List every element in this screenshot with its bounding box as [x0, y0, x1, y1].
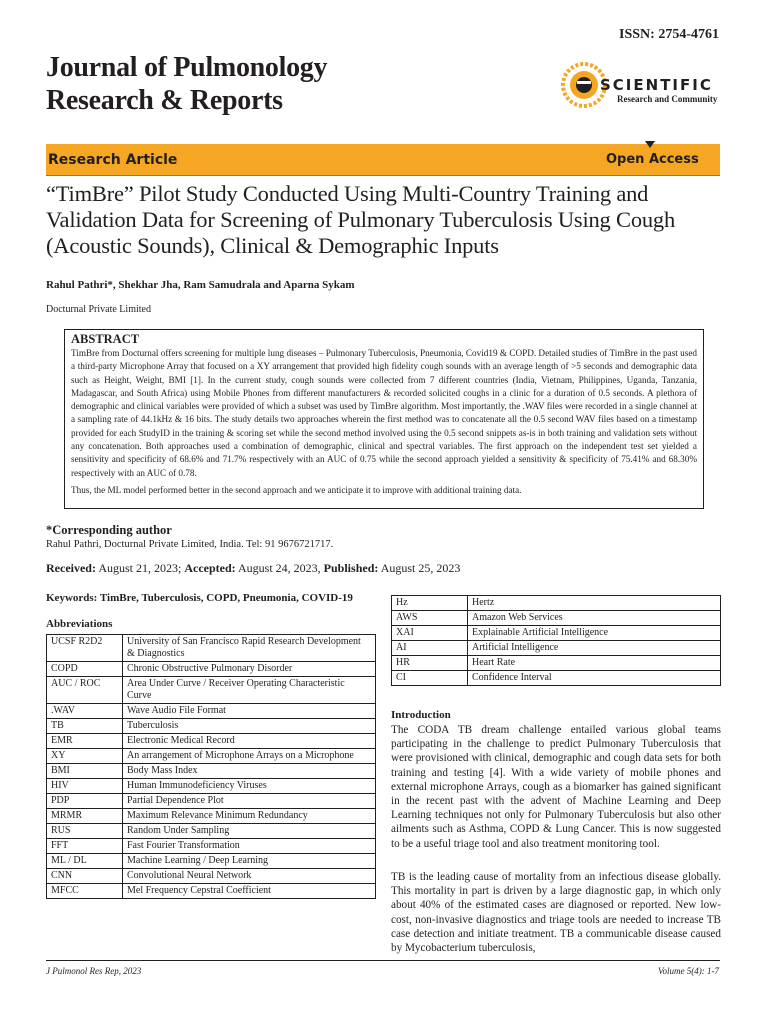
- introduction-heading: Introduction: [391, 709, 451, 721]
- abbreviation-row: [47, 662, 376, 677]
- abbreviation-definition: Maximum Relevance Minimum Redundancy: [123, 809, 376, 824]
- abbreviation-row: [47, 734, 376, 749]
- abbreviation-row: [47, 719, 376, 734]
- publisher-logo-subtitle: Research and Community: [617, 94, 718, 104]
- abbreviation-definition: Machine Learning / Deep Learning: [123, 854, 376, 869]
- abbreviation-term: RUS: [47, 824, 123, 839]
- footer-citation: J Pulmonol Res Rep, 2023: [46, 966, 142, 976]
- abbreviation-term: ML / DL: [47, 854, 123, 869]
- abbreviation-row: [47, 884, 376, 899]
- abbreviation-row: [47, 809, 376, 824]
- abbreviation-definition: Human Immunodeficiency Viruses: [123, 779, 376, 794]
- abbreviation-row: [47, 869, 376, 884]
- issn-number: ISSN: 2754-4761: [619, 27, 719, 42]
- abbreviation-definition: Heart Rate: [468, 656, 721, 671]
- abbreviation-row: [47, 779, 376, 794]
- abbreviation-term: EMR: [47, 734, 123, 749]
- corresponding-author-details: Rahul Pathri, Docturnal Private Limited, India. Tel: 91 9676721717.: [46, 539, 334, 550]
- abbreviation-definition: Random Under Sampling: [123, 824, 376, 839]
- journal-title: [46, 51, 327, 117]
- abbreviation-term: CNN: [47, 869, 123, 884]
- footer-volume: Volume 5(4): 1-7: [658, 966, 719, 976]
- abbreviation-definition: Explainable Artificial Intelligence: [468, 626, 721, 641]
- published-label: Published:: [323, 561, 379, 575]
- open-access-marker-icon: [645, 141, 655, 148]
- received-label: Received:: [46, 561, 96, 575]
- abbreviation-term: Hz: [392, 596, 468, 611]
- abbreviation-term: MFCC: [47, 884, 123, 899]
- abbreviation-definition: Wave Audio File Format: [123, 704, 376, 719]
- introduction-paragraph-2: TB is the leading cause of mortality from an infectious disease globally. This mortality in part is driven by a large diagnostic gap, in which only about 40% of the estimated cases are diagnosed or reported. New low-cost, non-invasive diagnostics and triage tools are needed to increase TB case detection and initiate treatment. TB a communicable disease caused by Mycobacterium tuberculosis,: [391, 871, 721, 955]
- journal-title-line2: Research & Reports: [46, 85, 283, 116]
- introduction-paragraph-1: The CODA TB dream challenge entailed various global teams participating in the challenge to predict Pulmonary Tuberculosis that were provisioned with clinical, demographic and cough data sets for both training and testing [4]. With a wide variety of mobile phones and external microphone Arrays, cough as a biomarker has gained significant in the recent past with the advent of Machine Learning and Deep Learning techniques not only for Pulmonary Tuberculosis but also other ailments such as Asthma, COPD & Lung Cancer. This is now suggested to be a useful triage tool and also treatment monitoring tool.: [391, 724, 721, 850]
- abbreviation-definition: Confidence Interval: [468, 671, 721, 686]
- abbreviation-term: HR: [392, 656, 468, 671]
- abbreviation-row: [392, 626, 721, 641]
- abbreviation-definition: An arrangement of Microphone Arrays on a Microphone: [123, 749, 376, 764]
- footer-divider: [46, 960, 720, 961]
- received-date: August 21, 2023;: [98, 561, 182, 575]
- abbreviation-definition: Tuberculosis: [123, 719, 376, 734]
- abbreviation-definition: Artificial Intelligence: [468, 641, 721, 656]
- abbreviation-term: COPD: [47, 662, 123, 677]
- abbreviation-definition: Hertz: [468, 596, 721, 611]
- abbreviation-row: [47, 854, 376, 869]
- abbreviation-row: [47, 677, 376, 704]
- abbreviation-definition: Area Under Curve / Receiver Operating Characteristic Curve: [123, 677, 376, 704]
- abbreviation-row: [392, 671, 721, 686]
- author-list: Rahul Pathri*, Shekhar Jha, Ram Samudrala and Aparna Sykam: [46, 279, 355, 291]
- abbreviation-row: [47, 764, 376, 779]
- publisher-logo-word: SCIENTIFIC: [600, 76, 713, 94]
- abbreviation-row: [47, 635, 376, 662]
- abbreviation-row: [392, 611, 721, 626]
- abbreviation-definition: Partial Dependence Plot: [123, 794, 376, 809]
- abbreviations-table-right: [391, 595, 721, 686]
- keywords: Keywords: TimBre, Tuberculosis, COPD, Pneumonia, COVID-19: [46, 592, 353, 604]
- abbreviation-term: PDP: [47, 794, 123, 809]
- abstract-box: [64, 329, 704, 509]
- abbreviations-heading: Abbreviations: [46, 618, 113, 630]
- article-type-label: Research Article: [48, 152, 178, 168]
- abbreviation-term: XAI: [392, 626, 468, 641]
- abbreviation-row: [47, 794, 376, 809]
- abbreviation-term: AUC / ROC: [47, 677, 123, 704]
- abbreviation-definition: University of San Francisco Rapid Research Development & Diagnostics: [123, 635, 376, 662]
- abbreviation-definition: Chronic Obstructive Pulmonary Disorder: [123, 662, 376, 677]
- abbreviation-definition: Amazon Web Services: [468, 611, 721, 626]
- abstract-conclusion: Thus, the ML model performed better in the second approach and we anticipate it to improve with additional training data.: [71, 484, 522, 495]
- abbreviation-row: [47, 839, 376, 854]
- article-title: “TimBre” Pilot Study Conducted Using Multi-Country Training and Validation Data for Screening of Pulmonary Tuberculosis Using Cough (Acoustic Sounds), Clinical & Demographic Inputs: [46, 181, 676, 258]
- abbreviation-term: .WAV: [47, 704, 123, 719]
- abbreviation-definition: Convolutional Neural Network: [123, 869, 376, 884]
- abbreviation-term: AWS: [392, 611, 468, 626]
- band-underline: [46, 175, 720, 176]
- abbreviation-term: UCSF R2D2: [47, 635, 123, 662]
- abbreviation-term: CI: [392, 671, 468, 686]
- accepted-label: Accepted:: [184, 561, 236, 575]
- abbreviation-term: HIV: [47, 779, 123, 794]
- abstract-paragraph: TimBre from Docturnal offers screening for multiple lung diseases – Pulmonary Tuberculosis, Pneumonia, Covid19 & COPD. Detailed studies of TimBre in the past used a third-party Microphone Array that focused on a XY arrangement that provided high fidelity cough sounds with an average length of >5 seconds and demographic data such as Height, Weight, BMI [1]. In the current study, cough sounds were collected from 7 different countries (India, Vietnam, Philippines, Uganda, Tanzania, Madagascar, and South Africa) using Mobile Phones from different manufacturers & recorded solicited coughs in a clinic for a duration of 0.5 seconds. A plethora of demographic and clinical variables were provided of which a subset was used by TimBre algorithm. Most importantly, the .WAV files were recorded in a single channel at a sampling rate of 44.1kHz & 16 bits. The study details two approaches wherein the first method was to concatenate all the 0.5 second WAV files based on a timestamp provided for each StudyID in the training & scoring set while the second method involved using the 0.5 second snippets as-is in both training and validation sets without any concatenation. Both approaches used a combination of demographic, clinical and spectral variables. The first approach on the independent test set yielded a sensitivity and specificity of 68.6% and 71.7% respectively with an AUC of 0.75 while the second approach yielded a sensitivity & specificity of 75.41% and 68.30% respectively with an AUC of 0.78.: [71, 348, 697, 478]
- abbreviation-term: XY: [47, 749, 123, 764]
- abbreviation-row: [47, 704, 376, 719]
- abbreviation-term: TB: [47, 719, 123, 734]
- author-affiliation: Docturnal Private Limited: [46, 304, 151, 315]
- accepted-date: August 24, 2023,: [238, 561, 321, 575]
- published-date: August 25, 2023: [380, 561, 461, 575]
- abbreviation-row: [392, 641, 721, 656]
- abbreviation-row: [47, 824, 376, 839]
- abbreviation-term: FFT: [47, 839, 123, 854]
- abbreviations-table-left: [46, 634, 376, 899]
- journal-title-line1: Journal of Pulmonology: [46, 52, 328, 83]
- corresponding-author-heading: *Corresponding author: [46, 523, 172, 537]
- open-access-label: Open Access: [606, 152, 699, 167]
- abbreviation-definition: Electronic Medical Record: [123, 734, 376, 749]
- abbreviation-term: AI: [392, 641, 468, 656]
- abbreviation-definition: Body Mass Index: [123, 764, 376, 779]
- abbreviation-term: BMI: [47, 764, 123, 779]
- abbreviation-term: MRMR: [47, 809, 123, 824]
- abbreviation-row: [47, 749, 376, 764]
- publication-dates: [46, 561, 460, 576]
- abbreviation-row: [392, 656, 721, 671]
- abstract-heading: ABSTRACT: [71, 332, 140, 346]
- abbreviation-row: [392, 596, 721, 611]
- abbreviation-definition: Mel Frequency Cepstral Coefficient: [123, 884, 376, 899]
- abbreviation-definition: Fast Fourier Transformation: [123, 839, 376, 854]
